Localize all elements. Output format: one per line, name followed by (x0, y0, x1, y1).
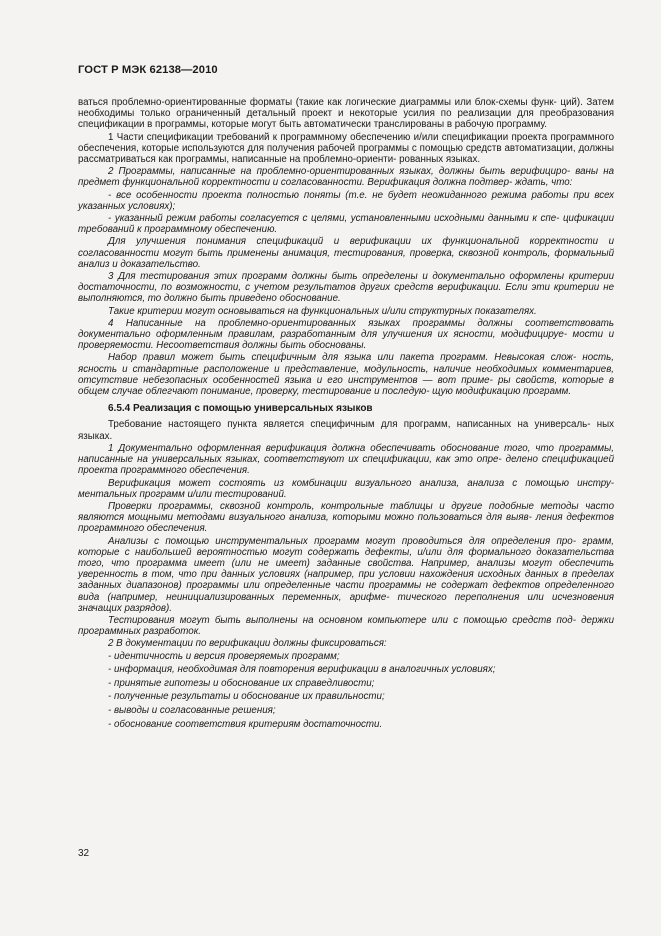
list-item: - информация, необходимая для повторения верификации в аналогичных условиях; (108, 664, 496, 676)
paragraph: 3 Для тестирования этих программ должны быть определены и документально оформлены критерии достаточности, по возможности, с учетом результатов других средств верификации. Если эти критерии не выполняются, то должно быть приведено обоснование. (78, 271, 614, 305)
standard-header: ГОСТ Р МЭК 62138—2010 (78, 64, 218, 76)
paragraph: Верификация может состоять из комбинации визуального анализа, анализа с помощью инстру- ментальных программ и/или тестирований. (78, 477, 614, 500)
paragraph: 4 Написанные на проблемно-ориентированных языках программы должны соответствовать документально оформленным правилам, разработанным для улучшения их ясности, модифицируе- мости и проверяемости. Несоответствия должны быть обоснованы. (78, 317, 614, 352)
list-item: - принятые гипотезы и обоснование их справедливости; (108, 677, 375, 689)
paragraph: Анализы с помощью инструментальных программ могут проводиться для определения про- грамм, которые с наибольшей вероятностью могут содержать дефекты, и/или для формального доказательства того, что программа имеет (или не имеет) заданные свойства. Например, анализы могут обеспечить уверенность в том, что при данных условиях (например, при условии нахождения исходных данных в пределах заданных диапазонов) программы или определенные части программы не содержат дефектов определенного вида (например, неинициализированных переменных, арифме- тического переполнения или исчезновения значащих разрядов). (78, 535, 614, 614)
section-title: 6.5.4 Реализация с помощью универсальных языков (108, 403, 373, 415)
paragraph: ваться проблемно-ориентированные форматы (такие как логические диаграммы или блок-схемы функ- ций). Затем необходимы только ограниченный детальный проект и некоторые усилия по реализации для преобразования спецификации в программы, которые могут быть автоматически транслированы в рабочую программу. (78, 97, 614, 131)
paragraph: Проверки программы, сквозной контроль, контрольные таблицы и другие подобные методы часто являются мощными методами визуального анализа, которыми можно пользоваться для выяв- ления дефектов программного обеспечения. (78, 500, 614, 535)
paragraph: Такие критерии могут основываться на функциональных и/или структурных показателях. (108, 305, 537, 317)
paragraph: 1 Части спецификации требований к программному обеспечению и/или спецификации проекта программного обеспечения, которые используются для получения рабочей программы с помощью средств автоматизации, должны рассматриваться как программы, написанные на проблемно-ориенти- рованных языках. (78, 131, 614, 166)
paragraph: Тестирования могут быть выполнены на основном компьютере или с помощью средств под- держки программных разработок. (78, 614, 614, 638)
paragraph: Для улучшения понимания спецификаций и верификации их функциональной корректности и согласованности могут быть применены анимация, тестирования, проверка, сквозной контроль, формальный анализ и доказательство. (78, 236, 614, 270)
paragraph: Требование настоящего пункта является специфичным для программ, написанных на универсаль- ных языках. (78, 419, 614, 442)
paragraph: 2 В документации по верификации должны фиксироваться: (108, 638, 387, 650)
paragraph: 2 Программы, написанные на проблемно-ориентированных языках, должны быть верифициро- ваны на предмет функциональной корректности и согласованности. Верификация должна подтвер- ждать, что: (78, 166, 614, 189)
paragraph: Набор правил может быть специфичным для языка или пакета программ. Невысокая слож- ность, ясность и стандартные расположение и представление, модульность, наличие необходимых комментариев, отсутствие небезопасных особенностей языка и его инструментов — вот приме- ры свойств, которые в общем случае облегчают понимание, проверку, тестирование и последую- щую модификацию программ. (78, 352, 614, 398)
paragraph: - указанный режим работы согласуется с целями, установленными исходными данными к спе- цификации требований к программному обеспечению. (78, 213, 614, 236)
list-item: - обоснование соответствия критериям достаточности. (108, 718, 383, 730)
list-item: - идентичность и версия проверяемых программ; (108, 650, 340, 662)
list-item: - полученные результаты и обоснование их правильности; (108, 691, 385, 703)
page-number: 32 (78, 848, 90, 859)
paragraph: 1 Документально оформленная верификация должна обеспечивать обоснование того, что программы, написанные на универсальных языках, соответствуют их спецификации, как это опре- делено спецификацией проекта программного обеспечения. (78, 442, 614, 477)
list-item: - выводы и согласованные решения; (108, 704, 276, 716)
paragraph: - все особенности проекта полностью поняты (т.е. не будет неожиданного режима работы при всех указанных условиях); (78, 189, 614, 212)
body-text (78, 97, 614, 732)
